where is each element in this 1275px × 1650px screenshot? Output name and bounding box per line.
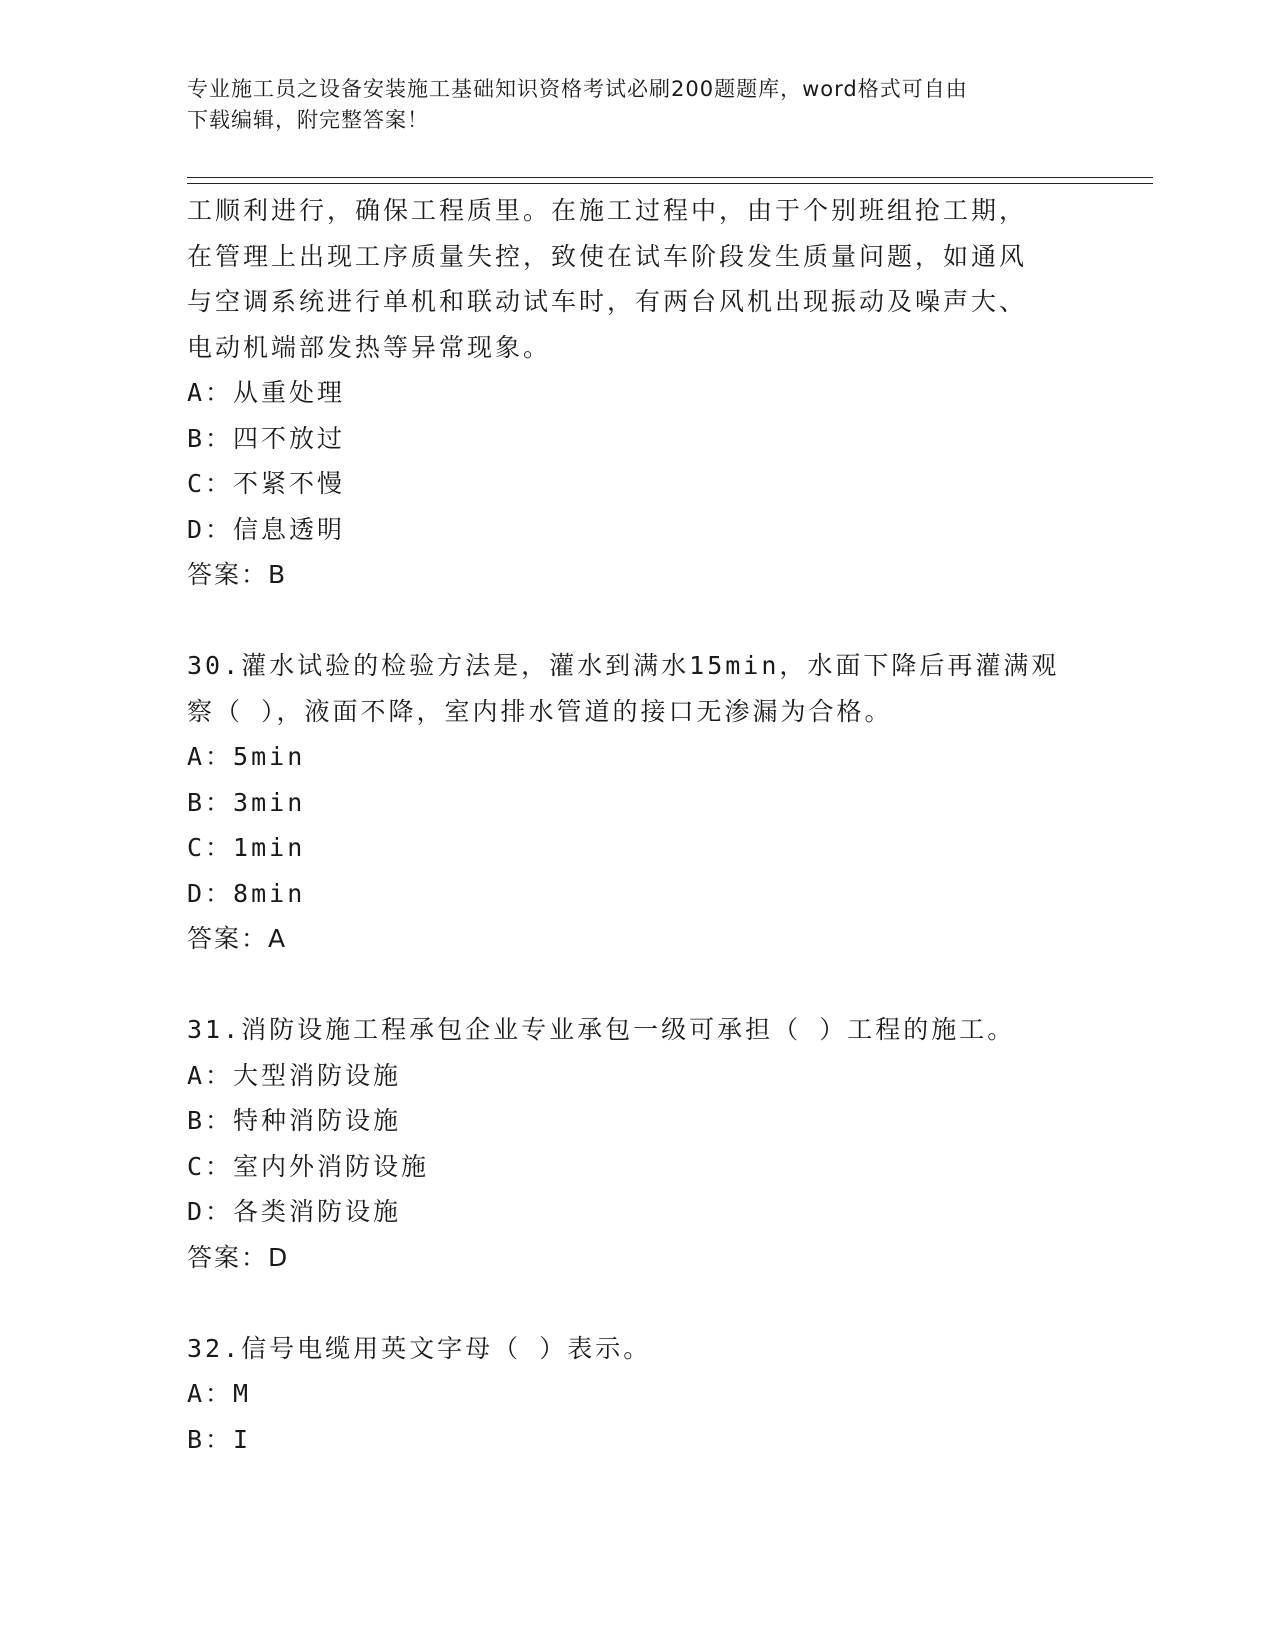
option-a: A：大型消防设施 — [187, 1060, 402, 1090]
option-a: A：5min — [187, 742, 306, 771]
option-b: B：特种消防设施 — [187, 1106, 402, 1135]
option-d: D：各类消防设施 — [187, 1197, 402, 1226]
option-b: B：3min — [187, 787, 306, 817]
question-spacer — [187, 598, 1087, 644]
document-header — [187, 74, 1067, 136]
answer-line: 答案：B — [187, 560, 288, 589]
option-b: B：I — [187, 1424, 252, 1454]
question-list — [187, 188, 1087, 1462]
header-title-line-2: 下载编辑，附完整答案！ — [187, 108, 429, 132]
header-divider-bottom — [187, 183, 1153, 184]
option-d: D：8min — [187, 878, 306, 908]
question-text-line: 察（ ），液面不降，室内排水管道的接口无渗漏为合格。 — [187, 696, 893, 726]
question-text-line: 32.信号电缆用英文字母（ ）表示。 — [187, 1333, 652, 1363]
answer-line: 答案：A — [187, 924, 288, 953]
question-text-line: 电动机端部发热等异常现象。 — [187, 332, 552, 362]
header-divider-top — [187, 177, 1153, 178]
question-spacer — [187, 962, 1087, 1008]
question-text-line: 在管理上出现工序质量失控，致使在试车阶段发生质量问题，如通风 — [187, 241, 1028, 271]
question-text-line: 与空调系统进行单机和联动试车时，有两台风机出现振动及噪声大、 — [187, 287, 1028, 316]
option-d: D：信息透明 — [187, 514, 346, 544]
question-spacer — [187, 1280, 1087, 1326]
option-a: A：M — [187, 1379, 252, 1408]
question-29 — [187, 188, 1087, 598]
question-text-line: 31.消防设施工程承包企业专业承包一级可承担（ ）工程的施工。 — [187, 1015, 1016, 1044]
option-b: B：四不放过 — [187, 423, 346, 453]
answer-line: 答案：D — [187, 1242, 290, 1272]
option-c: C：不紧不慢 — [187, 469, 346, 498]
question-32 — [187, 1326, 1087, 1463]
question-text-line: 工顺利进行，确保工程质里。在施工过程中，由于个别班组抢工期， — [187, 196, 1028, 225]
option-c: C：1min — [187, 833, 306, 862]
question-31 — [187, 1007, 1087, 1280]
option-a: A：从重处理 — [187, 378, 346, 407]
question-30 — [187, 643, 1087, 962]
question-text-line: 30.灌水试验的检验方法是，灌水到满水15min，水面下降后再灌满观 — [187, 651, 1060, 680]
header-title-line-1: 专业施工员之设备安装施工基础知识资格考试必刷200题题库，word格式可自由 — [187, 77, 968, 101]
option-c: C：室内外消防设施 — [187, 1151, 430, 1181]
